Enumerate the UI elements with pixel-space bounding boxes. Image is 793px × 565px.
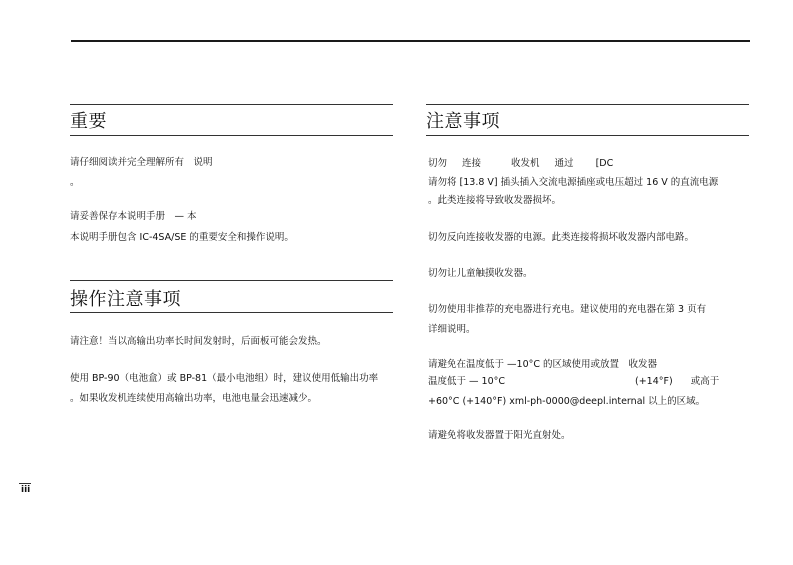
important-paragraph-1-line-2: 。 [70, 177, 80, 188]
page-number: iii [21, 485, 31, 495]
section-rule-precautions [426, 104, 749, 105]
important-paragraph-3: 本说明手册包含 IC-4SA/SE 的重要安全和操作说明。 [70, 232, 294, 243]
heading-operation: 操作注意事项 [70, 289, 181, 310]
precaution-1-word-4: 通过 [554, 158, 574, 169]
important-paragraph-1-line-1: 请仔细阅读并完全理解所有 说明 [70, 157, 213, 168]
precaution-1-word-5: [DC [595, 158, 614, 169]
section-rule-important [70, 104, 393, 105]
heading-underline-important [70, 135, 393, 136]
heading-important: 重要 [70, 111, 107, 132]
section-rule-operation [70, 280, 393, 281]
operation-paragraph-2-line-1: 使用 BP-90（电池盒）或 BP-81（最小电池组）时，建议使用低输出功率 [70, 373, 379, 384]
precaution-5-or-above: 或高于 [690, 376, 720, 387]
operation-paragraph-1: 请注意！当以高输出功率长时间发射时，后面板可能会发热。 [70, 336, 327, 347]
top-rule [71, 40, 750, 42]
heading-underline-operation [70, 312, 393, 313]
precaution-1-word-1: 切勿 [428, 158, 448, 169]
precaution-5-line-1: 请避免在温度低于 —10°C 的区域使用或放置 收发器 [428, 359, 658, 370]
operation-paragraph-2-line-2: 。如果收发机连续使用高输出功率，电池电量会迅速减少。 [70, 393, 318, 404]
important-paragraph-2: 请妥善保存本说明手册 — 本 [70, 211, 197, 222]
precaution-6: 请避免将收发器置于阳光直射处。 [428, 430, 571, 441]
precaution-3: 切勿让儿童触摸收发器。 [428, 268, 533, 279]
precaution-2: 切勿反向连接收发器的电源。此类连接将损坏收发器内部电路。 [428, 232, 695, 243]
precaution-4-line-2: 详细说明。 [428, 324, 476, 335]
precaution-1-line-3: 。此类连接将导致收发器损坏。 [428, 195, 562, 206]
precaution-1-line-1 [428, 158, 613, 170]
heading-underline-precautions [426, 135, 749, 136]
precaution-4-line-1: 切勿使用非推荐的充电器进行充电。建议使用的充电器在第 3 页有 [428, 304, 707, 315]
precaution-1-word-3: 收发机 [511, 158, 540, 169]
heading-precautions: 注意事项 [426, 111, 500, 132]
precaution-5-line-2 [428, 376, 719, 388]
precaution-5-low-temp-c: 温度低于 — 10°C [428, 376, 506, 387]
precaution-5-low-temp-f: (+14°F) [635, 376, 673, 387]
precaution-1-word-2: 连接 [462, 158, 482, 169]
precaution-1-line-2: 请勿将 [13.8 V] 插头插入交流电源插座或电压超过 16 V 的直流电源 [428, 177, 719, 188]
page-number-tick [19, 483, 31, 484]
precaution-5-line-3: +60°C (+140°F) xml-ph-0000@deepl.internal 以上的区域。 [428, 396, 706, 407]
